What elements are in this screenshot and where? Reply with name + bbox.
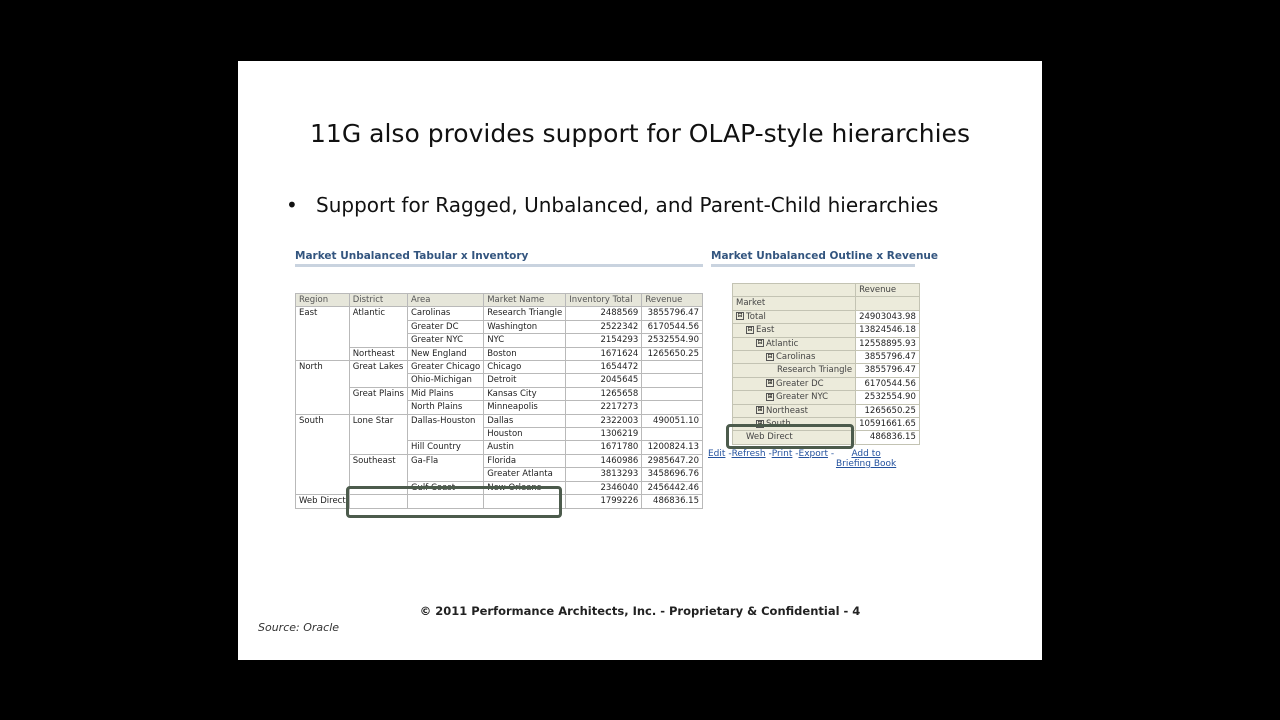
market-cell: Greater Atlanta: [484, 468, 566, 481]
revenue-cell: 2985647.20: [642, 454, 703, 467]
outline-row-greater-dc: [733, 377, 920, 390]
outline-label-text: Carolinas: [776, 352, 816, 363]
inventory-cell: 1671780: [566, 441, 642, 454]
market-cell: Washington: [484, 320, 566, 333]
inventory-cell: 2217273: [566, 401, 642, 414]
outline-label-text: East: [756, 325, 775, 336]
revenue-cell: [642, 428, 703, 441]
refresh-link[interactable]: Refresh: [731, 449, 766, 459]
outline-row-atlantic: [733, 337, 920, 350]
col-header-area[interactable]: Area: [407, 294, 483, 307]
inventory-cell: 1654472: [566, 361, 642, 374]
area-cell: Greater Chicago: [407, 361, 483, 374]
outline-label[interactable]: [733, 351, 856, 364]
outline-label-text: Northeast: [766, 405, 808, 416]
table-row: [296, 307, 703, 320]
export-link[interactable]: Export: [798, 449, 828, 459]
outline-value: 6170544.56: [856, 377, 920, 390]
outline-value: 3855796.47: [856, 351, 920, 364]
market-cell: Boston: [484, 347, 566, 360]
outline-label-text: Total: [746, 311, 766, 322]
edit-link[interactable]: Edit: [708, 449, 726, 459]
collapse-icon[interactable]: ⊟: [747, 325, 753, 333]
revenue-cell: [642, 387, 703, 400]
bullet-dot: •: [286, 193, 298, 217]
tabular-title-rule: [295, 264, 703, 267]
market-cell: Detroit: [484, 374, 566, 387]
inventory-cell: 2045645: [566, 374, 642, 387]
revenue-cell: 3458696.76: [642, 468, 703, 481]
market-cell: Florida: [484, 454, 566, 467]
bullet-text: Support for Ragged, Unbalanced, and Parent-Child hierarchies: [316, 193, 939, 217]
tabular-header-row: [296, 294, 703, 307]
col-header-market-name[interactable]: Market Name: [484, 294, 566, 307]
outline-value: 13824546.18: [856, 324, 920, 337]
district-cell: Atlantic: [349, 307, 407, 347]
collapse-icon[interactable]: ⊟: [767, 352, 773, 360]
market-cell: New Orleans: [484, 481, 566, 494]
outline-label-text: South: [766, 419, 791, 430]
outline-row-carolinas: [733, 351, 920, 364]
area-cell: Gulf Coast: [407, 481, 483, 494]
outline-label[interactable]: [733, 391, 856, 404]
inventory-cell: 2522342: [566, 320, 642, 333]
market-cell: NYC: [484, 334, 566, 347]
outline-value: 1265650.25: [856, 404, 920, 417]
outline-title-rule: [711, 264, 915, 267]
outline-header-spacer: [856, 297, 920, 310]
table-row: [296, 414, 703, 427]
inventory-cell: 2488569: [566, 307, 642, 320]
area-cell: North Plains: [407, 401, 483, 414]
revenue-cell: 1265650.25: [642, 347, 703, 360]
expand-icon[interactable]: ⊞: [767, 379, 773, 387]
outline-label-text: Greater NYC: [776, 392, 829, 403]
revenue-cell: 1200824.13: [642, 441, 703, 454]
revenue-cell: 2532554.90: [642, 334, 703, 347]
web-direct-highlight-box: [346, 486, 562, 518]
area-cell: Ga-Fla: [407, 454, 483, 481]
outline-label: Web Direct: [733, 431, 856, 444]
table-row: [296, 361, 703, 374]
outline-label[interactable]: [733, 404, 856, 417]
report-links: Edit -Refresh -Print -Export - Add to Briefing Book: [708, 449, 897, 469]
source-note: Source: Oracle: [258, 621, 340, 634]
revenue-cell: 2456442.46: [642, 481, 703, 494]
outline-value: 24903043.98: [856, 310, 920, 323]
area-cell: Greater DC: [407, 320, 483, 333]
table-row: [296, 347, 703, 360]
district-cell: Great Plains: [349, 387, 407, 414]
outline-header-row: [733, 297, 920, 310]
outline-title: Market Unbalanced Outline x Revenue: [711, 250, 939, 262]
district-cell: Southeast: [349, 454, 407, 494]
revenue-cell: 490051.10: [642, 414, 703, 427]
area-cell: Greater NYC: [407, 334, 483, 347]
col-header-region[interactable]: Region: [296, 294, 350, 307]
outline-row-east: [733, 324, 920, 337]
outline-row-research-triangle: [733, 364, 920, 377]
revenue-cell: [642, 361, 703, 374]
area-cell: Dallas-Houston: [407, 414, 483, 441]
inventory-cell: 1671624: [566, 347, 642, 360]
region-cell: East: [296, 307, 350, 361]
area-cell: New England: [407, 347, 483, 360]
outline-label: Research Triangle: [733, 364, 856, 377]
col-header-inventory-total[interactable]: Inventory Total: [566, 294, 642, 307]
region-cell: North: [296, 361, 350, 415]
market-cell: Kansas City: [484, 387, 566, 400]
outline-label[interactable]: [733, 310, 856, 323]
outline-row-total: [733, 310, 920, 323]
inventory-cell: 1265658: [566, 387, 642, 400]
outline-row-northeast: [733, 404, 920, 417]
slide-footer: © 2011 Performance Architects, Inc. - Proprietary & Confidential - 4: [419, 604, 861, 618]
outline-label[interactable]: [733, 377, 856, 390]
district-cell: Northeast: [349, 347, 407, 360]
area-cell: Mid Plains: [407, 387, 483, 400]
inventory-cell: 1306219: [566, 428, 642, 441]
market-cell: Minneapolis: [484, 401, 566, 414]
market-cell: Houston: [484, 428, 566, 441]
market-cell: Austin: [484, 441, 566, 454]
outline-corner-cell: [733, 284, 856, 297]
inventory-cell: 2322003: [566, 414, 642, 427]
outline-value: 3855796.47: [856, 364, 920, 377]
outline-label-text: Greater DC: [776, 378, 824, 389]
revenue-cell: [642, 401, 703, 414]
add-to-briefing-book-link[interactable]: Add to Briefing Book: [835, 449, 897, 469]
area-cell: Ohio-Michigan: [407, 374, 483, 387]
outline-label[interactable]: [733, 324, 856, 337]
revenue-cell: 3855796.47: [642, 307, 703, 320]
district-cell: Great Lakes: [349, 361, 407, 388]
outline-value: 12558895.93: [856, 337, 920, 350]
market-cell: Dallas: [484, 414, 566, 427]
revenue-cell: 6170544.56: [642, 320, 703, 333]
inventory-cell: 1799226: [566, 495, 642, 508]
outline-header-row: [733, 284, 920, 297]
area-cell: Carolinas: [407, 307, 483, 320]
web-direct-outline-highlight-box: [726, 424, 854, 449]
col-header-revenue[interactable]: Revenue: [856, 284, 920, 297]
inventory-cell: 3813293: [566, 468, 642, 481]
inventory-cell: 1460986: [566, 454, 642, 467]
inventory-cell: 2154293: [566, 334, 642, 347]
col-header-district[interactable]: District: [349, 294, 407, 307]
slide: [238, 61, 1042, 660]
market-cell: Research Triangle: [484, 307, 566, 320]
tabular-table: [295, 293, 703, 509]
inventory-cell: 2346040: [566, 481, 642, 494]
district-cell: Lone Star: [349, 414, 407, 454]
expand-icon[interactable]: ⊞: [757, 419, 763, 427]
collapse-icon[interactable]: ⊟: [757, 339, 763, 347]
revenue-cell: 486836.15: [642, 495, 703, 508]
region-cell: Web Direct: [296, 495, 350, 508]
slide-title: 11G also provides support for OLAP-style hierarchies: [310, 119, 970, 148]
outline-table: [732, 283, 920, 445]
table-row: [296, 387, 703, 400]
expand-icon[interactable]: ⊞: [757, 406, 763, 414]
col-header-revenue[interactable]: Revenue: [642, 294, 703, 307]
outline-value: 10591661.65: [856, 418, 920, 431]
outline-value: 486836.15: [856, 431, 920, 444]
bullet-item: [286, 193, 938, 217]
area-cell: Hill Country: [407, 441, 483, 454]
expand-icon[interactable]: ⊞: [767, 392, 773, 400]
outline-label-text: Atlantic: [766, 338, 799, 349]
tabular-title: Market Unbalanced Tabular x Inventory: [295, 250, 529, 262]
outline-value: 2532554.90: [856, 391, 920, 404]
outline-label[interactable]: [733, 337, 856, 350]
row-header-market: Market: [733, 297, 856, 310]
region-cell: South: [296, 414, 350, 494]
market-cell: Chicago: [484, 361, 566, 374]
revenue-cell: [642, 374, 703, 387]
table-row: [296, 454, 703, 467]
outline-row-greater-nyc: [733, 391, 920, 404]
collapse-icon[interactable]: ⊟: [737, 312, 743, 320]
print-link[interactable]: Print: [771, 449, 793, 459]
